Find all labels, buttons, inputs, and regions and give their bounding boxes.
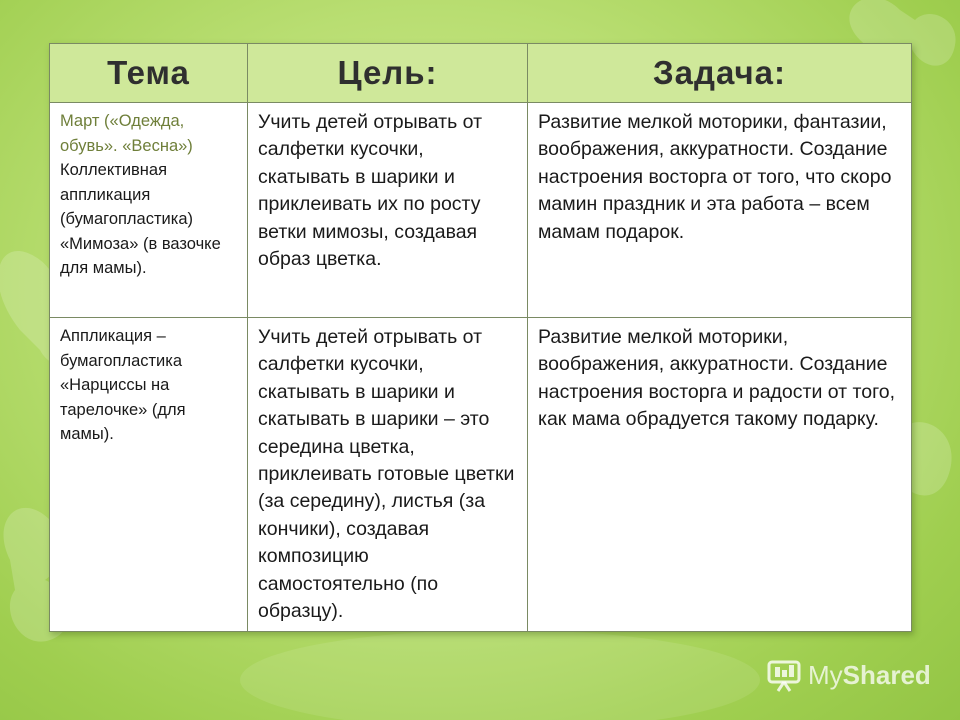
topic-accent-text: Март («Одежда, обувь». «Весна») [60,112,193,155]
topic-cell: Аппликация – бумагопластика «Нарциссы на тарелочке» (для мамы). [50,318,248,632]
goal-cell: Учить детей отрывать от салфетки кусочки, скатывать в шарики и приклеивать их по росту ветки мимозы, создавая образ цветка. [248,103,528,318]
task-cell: Развитие мелкой моторики, фантазии, воображения, аккуратности. Создание настроения восторга от того, что скоро мамин праздник и эта работа – всем мамам подарок. [528,103,912,318]
presentation-screen-icon [766,657,802,693]
table-row [50,103,912,318]
watermark-shared: Shared [842,659,931,690]
goal-cell: Учить детей отрывать от салфетки кусочки, скатывать в шарики и скатывать в шарики – это середина цветка, приклеивать готовые цветки (за середину), листья (за кончики), создавая композицию самостоятельно (по образцу). [248,318,528,632]
header-topic: Тема [50,44,248,103]
header-goal: Цель: [248,44,528,103]
topic-cell [50,103,248,318]
watermark-text [808,660,931,691]
table-header-row [50,44,912,103]
myshared-watermark [766,655,931,695]
lesson-plan-table [49,43,912,632]
header-task: Задача: [528,44,912,103]
topic-text: Коллективная аппликация (бумагопластика) «Мимоза» (в вазочке для мамы). [60,161,221,277]
table-row [50,318,912,632]
watermark-my: My [808,659,843,690]
task-cell: Развитие мелкой моторики, воображения, аккуратности. Создание настроения восторга и радости от того, как мама обрадуется такому подарку. [528,318,912,632]
lesson-plan-table-container [49,43,911,632]
light-blob [240,630,760,720]
